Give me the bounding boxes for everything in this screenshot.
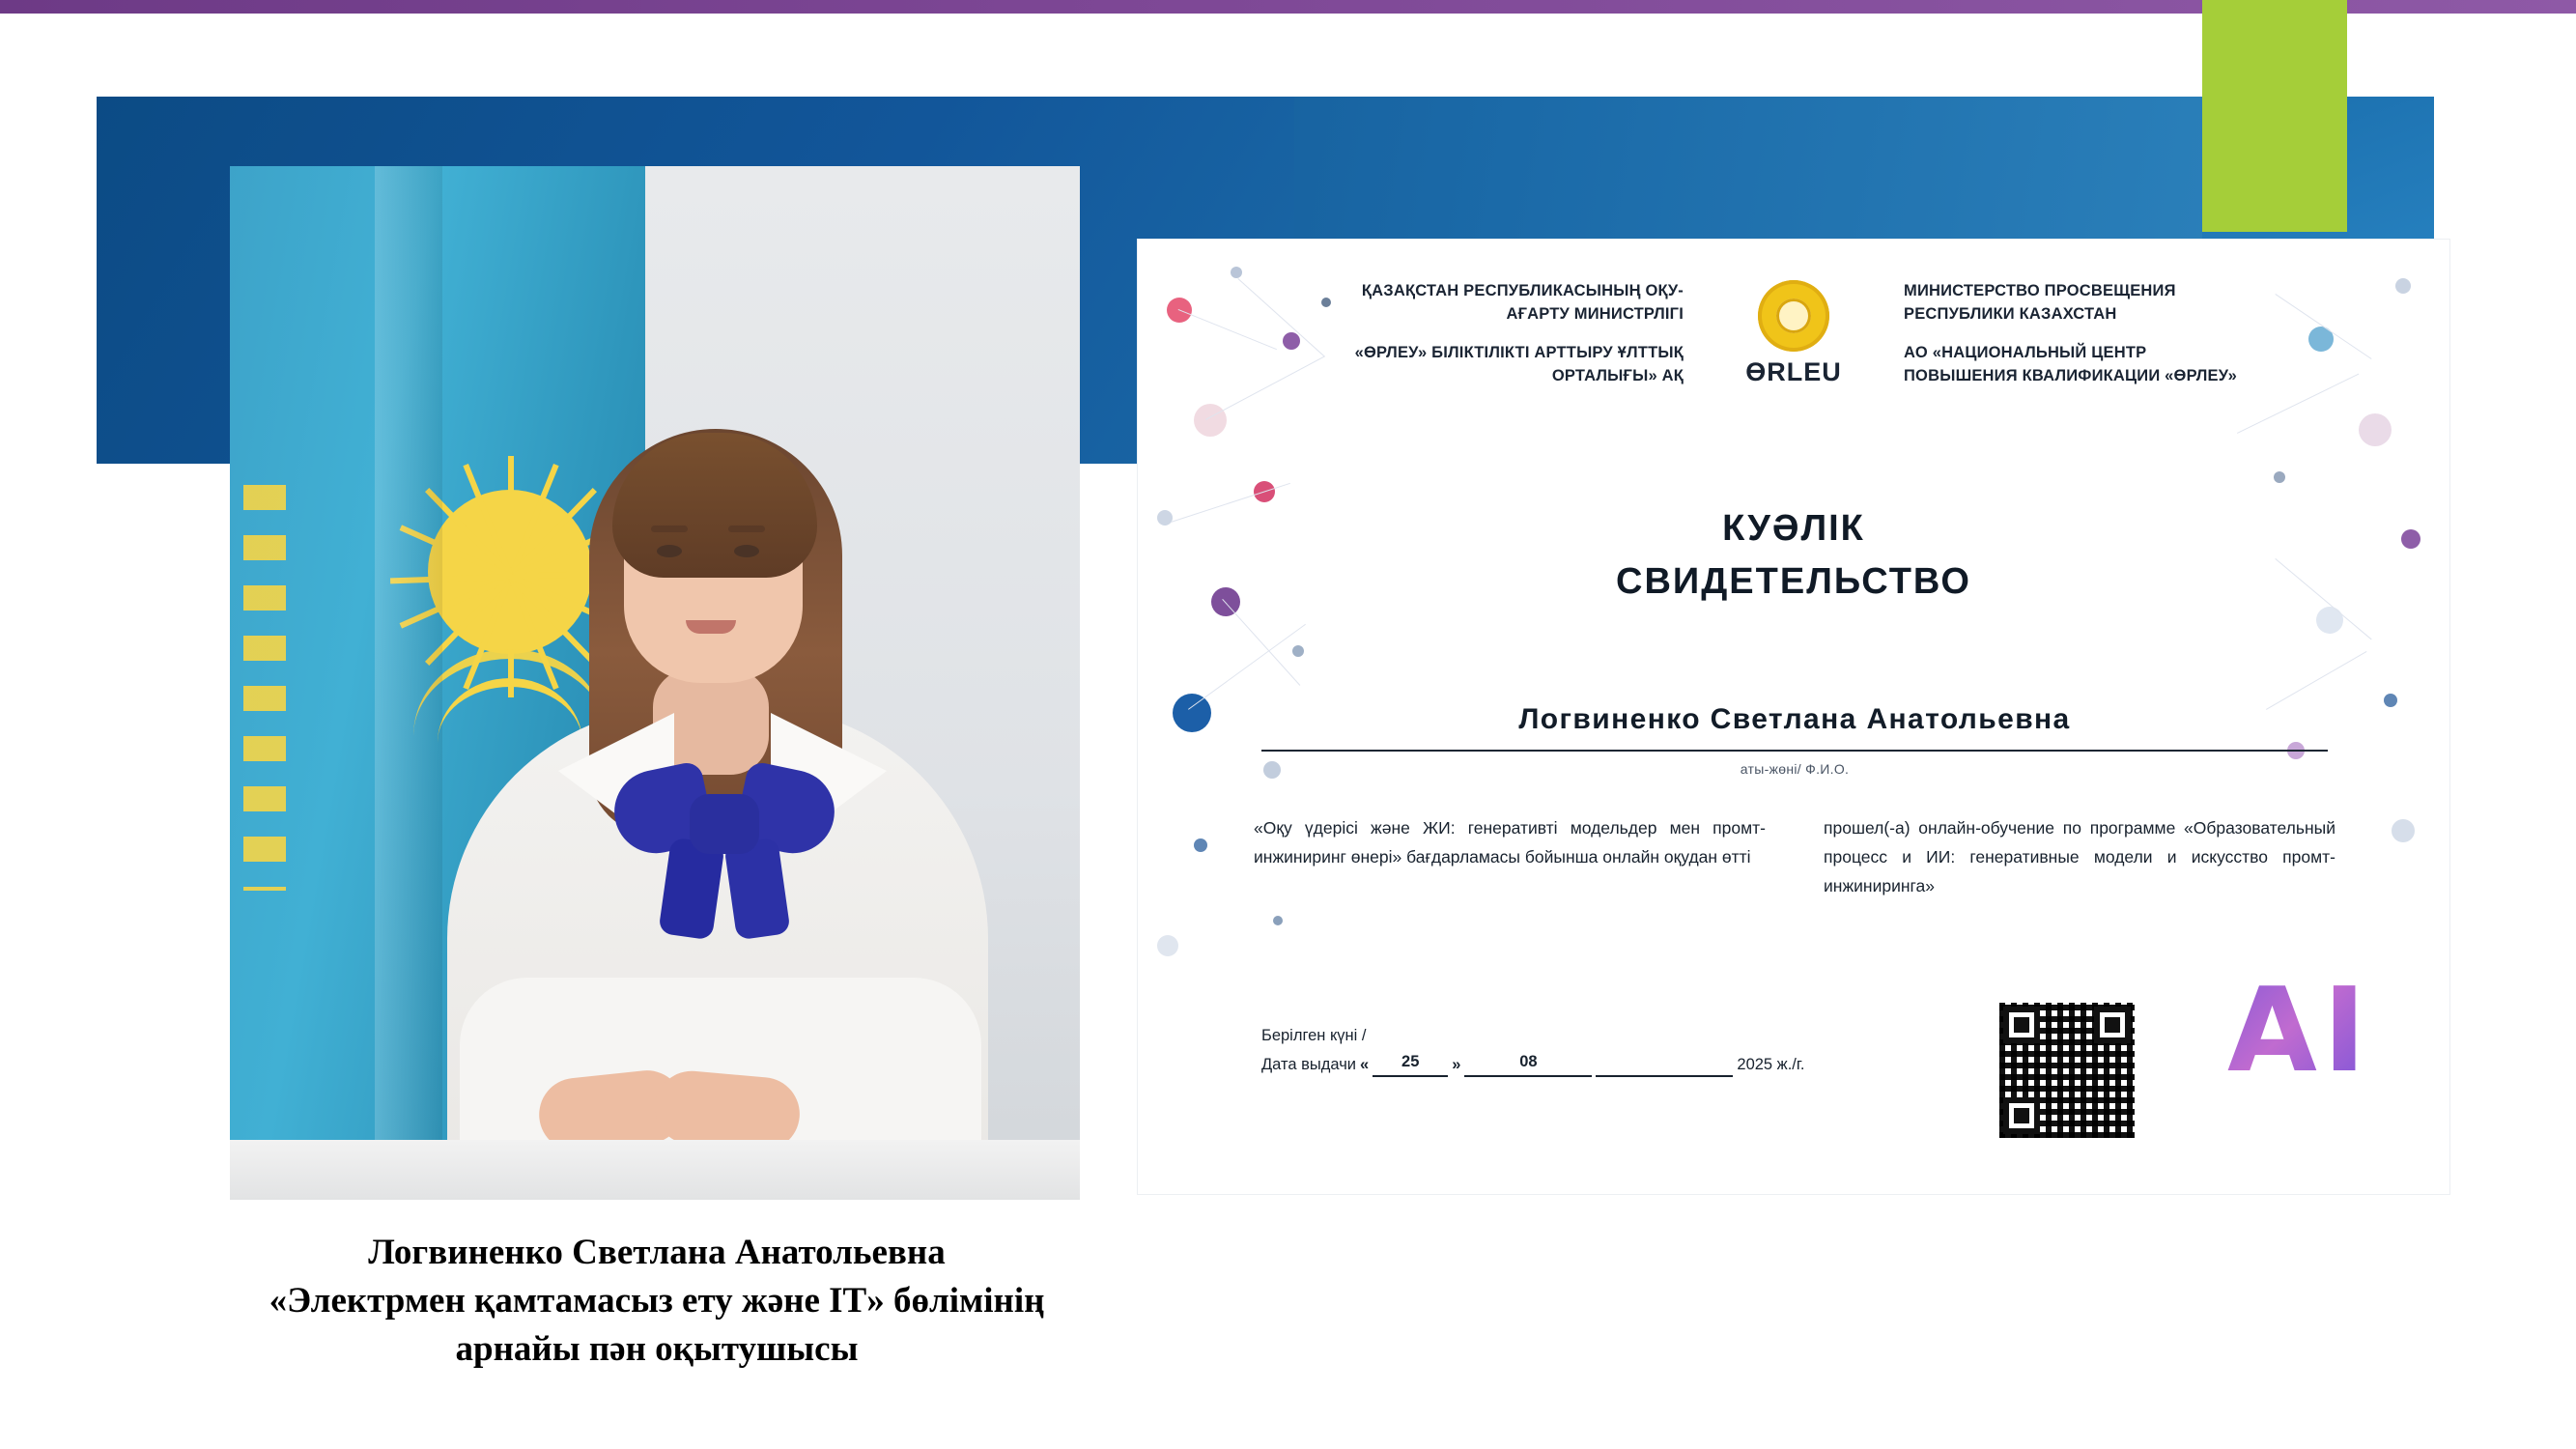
qr-code — [1999, 1003, 2135, 1138]
caption-line-3: арнайы пән оқытушысы — [455, 1328, 859, 1369]
certificate-body-kk: «Оқу үдерісі және ЖИ: генеративті модельдер мен промт-инжиниринг өнері» бағдарламасы бойынша онлайн оқудан өтті — [1254, 818, 1766, 867]
certificate-body-ru: прошел(-а) онлайн-обучение по программе «Образовательный процесс и ИИ: генеративные модели и искусство промт-инжиниринга» — [1824, 818, 2335, 896]
teacher-photo — [230, 166, 1080, 1200]
issue-year-value: 2025 ж./г. — [1737, 1055, 1805, 1073]
photo-caption — [135, 1229, 1178, 1374]
recipient-name-caption: аты-жөні/ Ф.И.О. — [1740, 761, 1850, 777]
ministry-kk-line-1: ҚАЗАҚСТАН РЕСПУБЛИКАСЫНЫҢ ОҚУ-АҒАРТУ МИНИСТРЛІГІ — [1361, 282, 1684, 323]
ministry-kk-line-2: «ӨРЛЕУ» БІЛІКТІЛІКТІ АРТТЫРУ ҰЛТТЫҚ ОРТАЛЫҒЫ» АҚ — [1354, 343, 1684, 384]
ministry-ru-line-2: АО «НАЦИОНАЛЬНЫЙ ЦЕНТР ПОВЫШЕНИЯ КВАЛИФИКАЦИИ «ӨРЛЕУ» — [1904, 343, 2237, 384]
scarf-knot — [690, 794, 759, 854]
caption-line-2: «Электрмен қамтамасыз ету және IT» бөлімінің — [269, 1280, 1045, 1321]
flag-ornament — [243, 485, 286, 891]
orleu-wordmark: ӨRLEU — [1745, 357, 1842, 386]
issue-date-row — [1261, 1050, 1804, 1077]
portrait-eye-right — [734, 545, 759, 557]
ministry-ru-line-1: МИНИСТЕРСТВО ПРОСВЕЩЕНИЯ РЕСПУБЛИКИ КАЗАХСТАН — [1904, 282, 2176, 323]
caption-line-1: Логвиненко Светлана Анатольевна — [368, 1233, 946, 1272]
qr-eye-top-right — [2094, 1007, 2131, 1043]
ai-logo: AI — [2227, 964, 2372, 1098]
portrait-desk — [230, 1140, 1080, 1200]
certificate-header — [1138, 280, 2449, 404]
certificate-image — [1138, 240, 2449, 1194]
orleu-logo — [1726, 280, 1861, 387]
green-accent-block — [2202, 0, 2347, 232]
quote-close: » — [1452, 1055, 1461, 1073]
portrait-scarf — [614, 734, 836, 937]
recipient-name: Логвиненко Светлана Анатольевна — [1518, 703, 2071, 735]
portrait-mouth — [686, 620, 736, 634]
issue-date-label-kk: Берілген күні / — [1261, 1027, 1367, 1044]
certificate-title-ru: СВИДЕТЕЛЬСТВО — [1616, 561, 1971, 603]
recipient-name-rule — [1261, 750, 2328, 752]
certificate-title — [1138, 502, 2449, 609]
issue-day-value: 25 — [1373, 1050, 1448, 1077]
kazakhstan-emblem-icon — [1758, 280, 1829, 352]
certificate-title-kk: КУӘЛІК — [1722, 508, 1865, 549]
quote-open: « — [1360, 1055, 1370, 1073]
flag-fold — [375, 166, 442, 1200]
issue-date-block — [1261, 1024, 1804, 1077]
qr-eye-bottom-left — [2003, 1097, 2040, 1134]
issue-date-label-ru: Дата выдачи — [1261, 1055, 1357, 1073]
ministry-ru-block — [1904, 280, 2251, 404]
certificate-body — [1254, 813, 2335, 900]
portrait-eye-left — [657, 545, 682, 557]
qr-eye-top-left — [2003, 1007, 2040, 1043]
issue-month-value: 08 — [1464, 1050, 1592, 1077]
portrait-brow-left — [651, 526, 688, 532]
issue-blank-extra — [1596, 1074, 1733, 1077]
ministry-kk-block — [1336, 280, 1684, 404]
portrait-brow-right — [728, 526, 765, 532]
top-accent-strip — [0, 0, 2576, 14]
